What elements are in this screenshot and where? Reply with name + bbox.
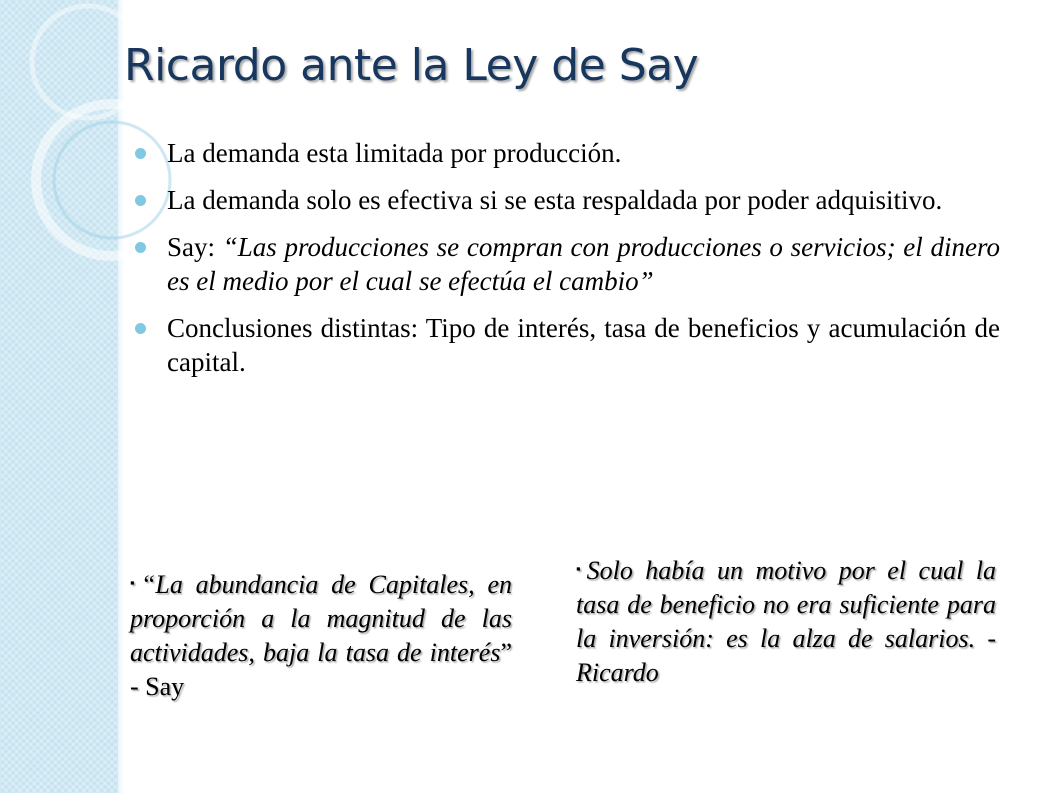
bullet-item — [132, 183, 1000, 217]
quote-say-text: “La abundancia de Capitales, en proporción a la magnitud de las actividades, baja la tasa de interés — [130, 570, 513, 667]
bullet-item — [132, 311, 1000, 379]
bullet-item — [132, 230, 1000, 298]
bullet-text: Conclusiones distintas: Tipo de interés, tasa de beneficios y acumulación de capital. — [167, 313, 1000, 377]
bullet-item — [132, 136, 1000, 170]
bullet-dot — [135, 195, 146, 206]
bullet-dot — [135, 242, 146, 253]
bullet-text: La demanda solo es efectiva si se esta respaldada por poder adquisitivo. — [167, 185, 943, 215]
bullet-text: La demanda esta limitada por producción. — [167, 138, 622, 168]
bullet-list — [132, 136, 1000, 392]
quote-ricardo — [576, 552, 996, 690]
quote-say — [130, 566, 512, 704]
quote-ricardo-text: Solo había un motivo por el cual la tasa de beneficio no era suficiente para la inversión: es la alza de salarios. - Ricardo — [576, 556, 996, 687]
square-bullet-icon: ▪ — [576, 561, 587, 576]
say-quote: “Las producciones se compran con producciones o servicios; el dinero es el medio por el cual se efectúa el cambio” — [167, 232, 1000, 296]
square-bullet-icon: ▪ — [130, 575, 141, 590]
slide-title: Ricardo ante la Ley de Say — [124, 40, 699, 91]
bullet-prefix: Say: — [167, 232, 223, 262]
bullet-dot — [135, 323, 146, 334]
quote-say-attribution: ” - Say — [130, 638, 512, 701]
bullet-dot — [135, 148, 146, 159]
